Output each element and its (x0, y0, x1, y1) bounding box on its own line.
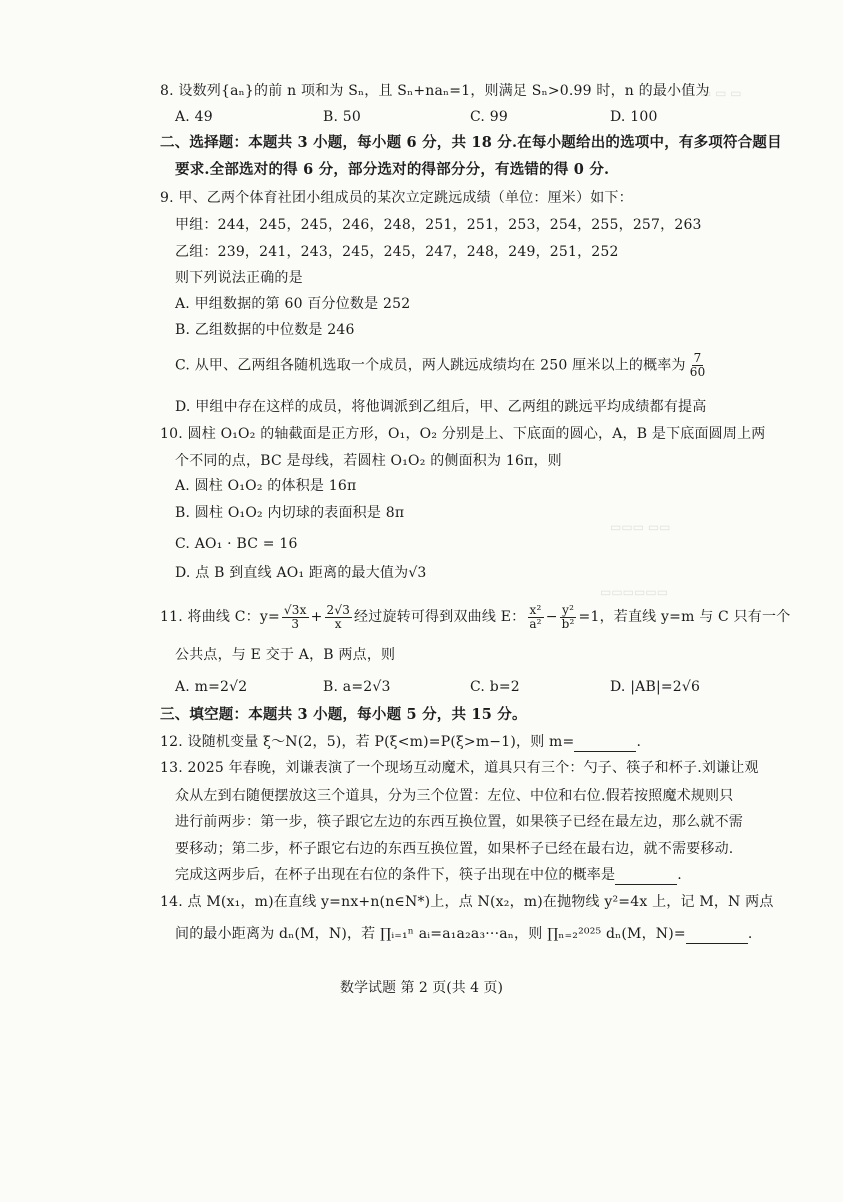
q11-option-d: D. |AB|=2√6 (610, 679, 701, 695)
q9-option-b: B. 乙组数据的中位数是 246 (175, 322, 355, 338)
q10-option-a: A. 圆柱 O₁O₂ 的体积是 16π (175, 478, 357, 494)
q12-answer-blank[interactable] (574, 737, 636, 752)
q11-fraction-3: $\frac{\text{x²}}{\text{a²}}$ (529, 602, 542, 631)
q9-option-c (175, 352, 709, 379)
q9-option-d: D. 甲组中存在这样的成员，将他调派到乙组后，甲、乙两组的跳远平均成绩都有提高 (175, 399, 707, 415)
q9-group-b: 乙组：239，241，243，245，245，247，248，249，251，252 (175, 244, 619, 260)
q11-option-c: C. b=2 (470, 679, 520, 695)
q8-option-c: C. 99 (470, 109, 508, 125)
q11-option-a: A. m=2√2 (175, 679, 248, 695)
q10-option-c: C. AO₁ · BC = 16 (175, 536, 298, 552)
bleed-through-mark: ▭▭▭ ▭▭ (610, 520, 671, 534)
q13-line4: 要移动；第二步，杯子跟它右边的东西互换位置，如果杯子已经在最右边，就不需要移动. (175, 841, 734, 857)
q9-option-a: A. 甲组数据的第 60 百分位数是 252 (175, 296, 411, 312)
q8-option-d: D. 100 (610, 109, 658, 125)
q10-option-d: D. 点 B 到直线 AO₁ 距离的最大值为√3 (175, 565, 427, 581)
q13-line1: 13. 2025 年春晚，刘谦表演了一个现场互动魔术，道具只有三个：勺子、筷子和杯子.刘谦让观 (160, 760, 759, 776)
q11-fraction-4: $\frac{\text{y²}}{\text{b²}}$ (561, 602, 575, 631)
q13-line5: 完成这两步后，在杯子出现在右位的条件下，筷子出现在中位的概率是 . (175, 867, 682, 883)
q11-fraction-2: $\frac{2√3}{x}$ (326, 602, 351, 631)
q9-option-c-fraction: $\frac{7}{60}$ (689, 351, 706, 379)
q8-stem: 8. 设数列{aₙ}的前 n 项和为 Sₙ，且 Sₙ+naₙ=1，则满足 Sₙ>0.99 时，n 的最小值为 (160, 83, 710, 99)
q10-stem-line1: 10. 圆柱 O₁O₂ 的轴截面是正方形，O₁，O₂ 分别是上、下底面的圆心，A，B 是下底面圆周上两 (160, 426, 766, 442)
q11-stem-line1: 11. 将曲线 C：y= $\frac{√3x}{3}$ + $\frac{2√3}{x}$ 经过旋转可得到双曲线 E： $\frac{\text{x²}}{\text{a²}}$ − $\frac{\text{y²}}{\text{b²}}$ =1，若直线 y=m 与 C 只有一个 (160, 602, 791, 631)
page-footer: 数学试题 第 2 页(共 4 页) (340, 980, 503, 996)
q8-option-b: B. 50 (323, 109, 362, 125)
section2-heading-line2: 要求.全部选对的得 6 分，部分选对的得部分分，有选错的得 0 分. (175, 161, 610, 178)
q11-option-b: B. a=2√3 (323, 679, 391, 695)
bleed-through-mark: ▭ ▭ ▭ (700, 86, 742, 100)
q9-group-a: 甲组：244，245，245，246，248，251，251，253，254，255，257，263 (175, 217, 702, 233)
section2-heading-line1: 二、选择题：本题共 3 小题，每小题 6 分，共 18 分.在每小题给出的选项中，有多项符合题目 (160, 134, 782, 151)
q12-stem: 12. 设随机变量 ξ～N(2，5)，若 P(ξ<m)=P(ξ>m−1)，则 m= . (160, 734, 642, 750)
q9-option-c-text: C. 从甲、乙两组各随机选取一个成员，两人跳远成绩均在 250 厘米以上的概率为 (175, 357, 686, 374)
q8-option-a: A. 49 (175, 109, 213, 125)
q10-option-b: B. 圆柱 O₁O₂ 内切球的表面积是 8π (175, 505, 405, 521)
q9-prompt: 则下列说法正确的是 (175, 270, 303, 286)
bleed-through-mark: ▭▭▭▭▭▭ (600, 585, 669, 599)
q13-answer-blank[interactable] (615, 870, 677, 885)
q13-line2: 众从左到右随便摆放这三个道具，分为三个位置：左位、中位和右位.假若按照魔术规则只 (175, 788, 734, 804)
q14-answer-blank[interactable] (686, 929, 748, 944)
section3-heading: 三、填空题：本题共 3 小题，每小题 5 分，共 15 分。 (160, 706, 527, 723)
q14-line2: 间的最小距离为 dₙ(M，N)，若 ∏ᵢ₌₁ⁿ aᵢ=a₁a₂a₃···aₙ，则 ∏ₙ₌₂²⁰²⁵ dₙ(M，N)= . (175, 926, 753, 942)
q10-stem-line2: 个不同的点，BC 是母线，若圆柱 O₁O₂ 的侧面积为 16π，则 (175, 453, 562, 469)
q9-stem: 9. 甲、乙两个体育社团小组成员的某次立定跳远成绩（单位：厘米）如下： (160, 190, 633, 206)
q11-fraction-1: $\frac{√3x}{3}$ (283, 602, 307, 631)
q14-line1: 14. 点 M(x₁，m)在直线 y=nx+n(n∈N*)上，点 N(x₂，m)在抛物线 y²=4x 上，记 M，N 两点 (160, 894, 774, 910)
q13-line3: 进行前两步：第一步，筷子跟它左边的东西互换位置，如果筷子已经在最左边，那么就不需 (175, 814, 743, 830)
q11-stem-line2: 公共点，与 E 交于 A，B 两点，则 (175, 647, 396, 663)
